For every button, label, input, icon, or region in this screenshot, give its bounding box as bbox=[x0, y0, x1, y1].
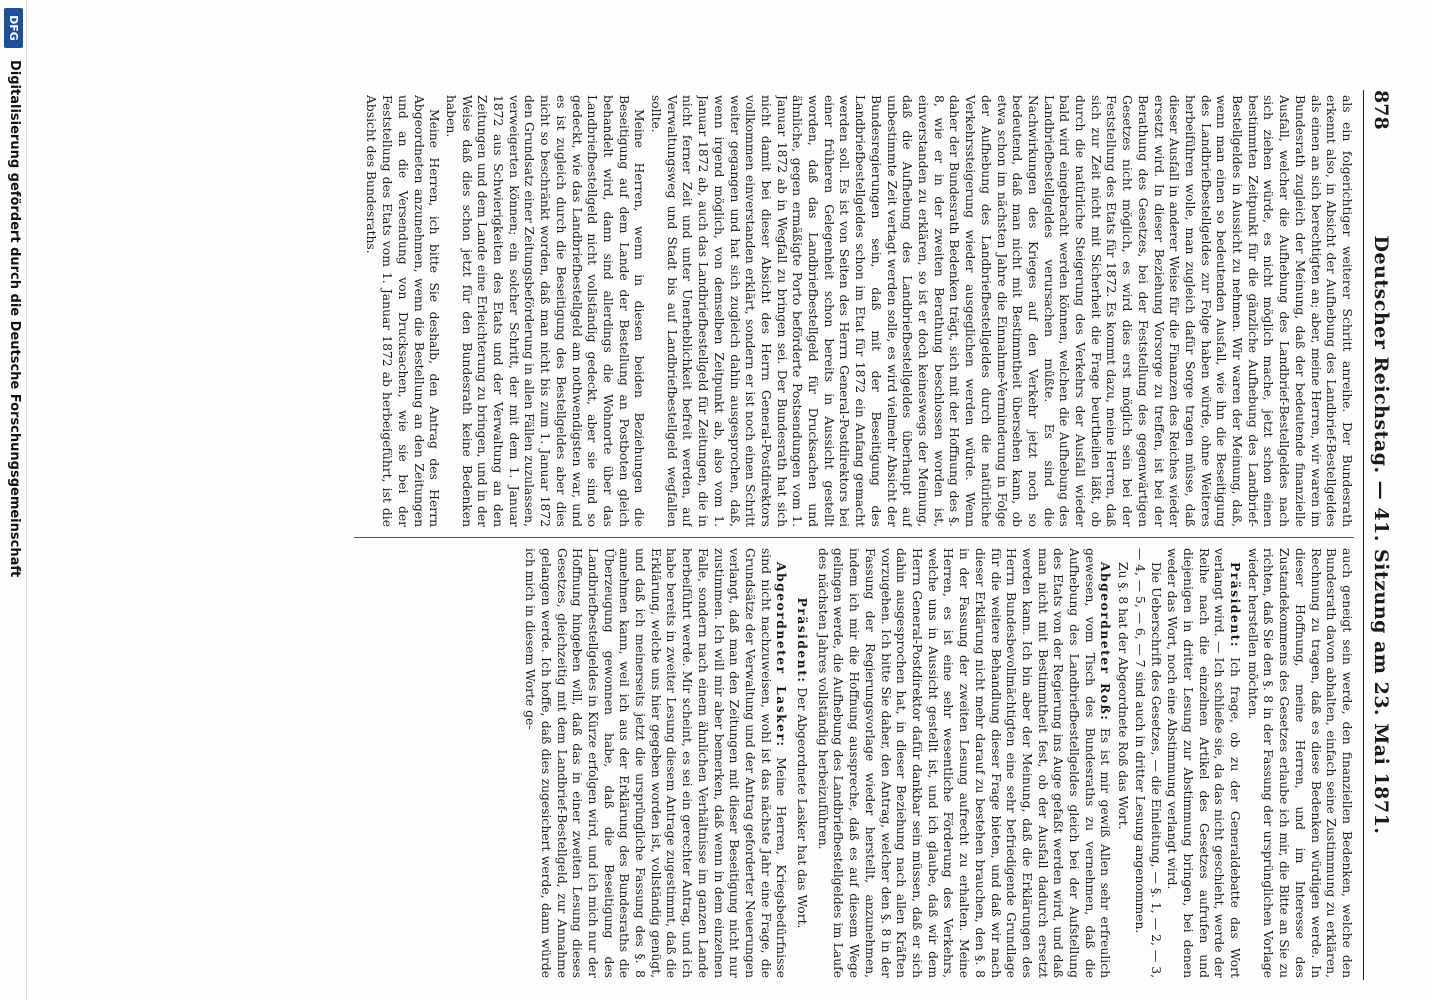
speaker-label: Abgeordneter Lasker: bbox=[774, 562, 790, 748]
left-column bbox=[354, 95, 1354, 527]
page-title: Deutscher Reichstag. — 41. Sitzung am 23. Mai 1871. bbox=[1370, 235, 1392, 835]
page-header bbox=[1363, 90, 1394, 980]
page-number: 878 bbox=[1370, 90, 1392, 130]
paragraph: Meine Herren, ich bitte Sie deshalb, den Antrag des Herrn Abgeordneten anzunehmen, wenn die Bestellung an den Zeitungen und an die Versendung von Drucksachen, wie sie bei der Feststellung des Etats vom 1. Januar 1872 ab herbeigeführt, ist die Absicht des Bundesraths. bbox=[364, 95, 442, 527]
paragraph: Zu §. 8 hat der Abgeordnete Roß das Wort. bbox=[1116, 562, 1131, 830]
speech-text: Ich frage, ob zu der Generaldebatte das Wort verlangt wird. — Ich schließe sie, da das nicht geschieht, werde der Reihe nach die einzelnen Artikel des Gesetzes aufrufen und diejenigen in dritter Lesung zur Abstimmung bringen, bei denen weder das Wort, noch eine Abstimmung verlangt wird. bbox=[1165, 548, 1243, 978]
speaker-label: Abgeordneter Roß: bbox=[1098, 562, 1114, 722]
speech-text: Es ist mir gewiß Allen sehr erfreulich gewesen, vom Tisch des Bundesraths zu vernehmen, daß die Aufhebung des Landbriefbestellgeldes gleich bei der Aufstellung des Etats von der Regierung ins Auge gefaßt werden wird, und daß man nicht mit Bestimmtheit fest, ob der Ausfall dadurch ersetzt werden kann. Ich bin aber der Meinung, daß die Erklärungen des Herrn Bundesbevollmächtigten eine sehr befriedigende Grundlage für die weitere Behandlung dieser Frage bieten, und daß wir nach dieser Erklärung nicht mehr darauf zu bestehen brauchen, den §. 8 in der Fassung der zweiten Lesung aufrecht zu erhalten. Meine Herren, es ist eine sehr wesentliche Förderung des Verkehrs, welche uns in Aussicht gestellt ist, und ich glaube, daß wir dem Herrn General-Postdirektor dafür dankbar sein müssen, daß er sich dahin ausgesprochen hat, in dieser Beziehung nach allen Kräften vorzugehen. Ich bitte Sie daher, den Antrag, welcher den §. 8 in der Fassung der Regierungsvorlage wieder herstellt, anzunehmen, indem ich mir die Hoffnung ausspreche, daß es auf diesem Wege gelingen werde, die Aufhebung des Landbriefbestellgeldes im Laufe des nächsten Jahres vollständig herbeizuführen. bbox=[815, 548, 1113, 978]
speech-president-1 bbox=[1164, 548, 1244, 978]
right-column bbox=[354, 548, 1354, 978]
speaker-label: Präsident: bbox=[1228, 562, 1244, 648]
paragraph: als ein folgerichtiger weiterer Schritt anreihe. Der Bundesrath erkennt also, in Absicht der Aufhebung des Landbrief-Bestellgeldes als einen an sich berechtigten an; aber, meine Herren, wir waren im Bundesrath zugleich der Meinung, daß der bedeutende finanzielle Ausfall, welcher die Aufhebung des Landbrief-Bestellgeldes nach sich ziehen würde, es nicht möglich mache, jetzt schon einen bestimmten Zeitpunkt für die gänzliche Aufhebung des Landbrief-Bestellgeldes in Aussicht zu nehmen. Wir waren der Meinung, daß, wenn man einen so bedeutenden Ausfall, wie ihn die Beseitigung des Landbriefbestellgeldes zur Folge haben würde, ohne Weiteres herbeiführen wolle, man zugleich dafür Sorge tragen müsse, daß dieser Ausfall in anderer Weise für die Finanzen des Reiches wieder ersetzt wird. In dieser Beziehung Vorsorge zu treffen, ist bei der Berathung des Gesetzes, bei der Feststellung des gegenwärtigen Gesetzes nicht möglich, es wird dies erst möglich sein bei der Feststellung des Etats für 1872. Es kommt dazu, meine Herren, daß sich zur Zeit nicht mit Sicherheit die Frage beurtheilen läßt, ob durch die natürliche Steigerung des Verkehrs der Ausfall wieder bald wird eingebracht werden können, welchen die Aufhebung des Landbriefbestellgeldes verursachen müßte. Es sind die Nachwirkungen des Krieges auf den Verkehr jetzt noch so bedeutend, daß man nicht mit Bestimmtheit übersehen kann, ob etwa schon im nächsten Jahre die Einnahme-Verminderung in Folge der Aufhebung des Landbriefbestellgeldes durch die natürliche Verkehrssteigerung wieder ausgeglichen werden würde. Wenn daher der Bundesrath Bedenken trägt, sich mit der Hoffnung des §. 8, wie er in der zweiten Berathung beschlossen worden ist, einverstanden zu erklären, so ist er doch keineswegs der Meinung, daß die Aufhebung des Landbriefbestellgeldes überhaupt auf unbestimmte Zeit vertagt werden solle, es wird vielmehr Absicht der Bundesregierungen sein, daß mit der Beseitigung des Landbriefbestellgeldes schon im Etat für 1872 ein Anfang gemacht werden soll. Es ist von Seiten des Herrn General-Postdirektors bei einer früheren Gelegenheit schon bereits in Aussicht gestellt worden, daß das Landbriefbestellgeld für Drucksachen und ähnliche, gegen ermäßigte Porto beförderte Postsendungen vom 1. Januar 1872 ab in Wegfall zu bringen sei. Der Bundesrath hat sich nicht damit bei dieser Absicht des Herrn General-Postdirektors vollkommen einverstanden erklärt, sondern er ist noch einen Schritt weiter gegangen und hat sich zugleich dahin ausgesprochen, daß, wenn irgend möglich, von demselben Zeitpunkt ab, also vom 1. Januar 1872 ab, auch das Landbriefbestellgeld für Zeitungen, die in nicht ferner Zeit und unter Unerheblichkeit befreit werden, auf Verwaltungsweg und Stadt bis auf Landbriefbestellgeld wegfallen sollte. bbox=[649, 95, 1354, 527]
paragraph: Die Ueberschrift des Gesetzes, — die Einleitung, — §. 1, — 2, — 3, — 4, — 5, — 6, — 7 sind auch in dritter Lesung angenommen. bbox=[1132, 548, 1163, 978]
speech-lasker bbox=[521, 548, 789, 978]
speaker-label: Präsident: bbox=[795, 597, 811, 684]
column-divider bbox=[354, 537, 1354, 538]
paragraph: Meine Herren, wenn in diesen beiden Beziehungen die Beseitigung auf dem Lande der Bestellung an Postboten gleich behandelt wird, dann sind allerdings die Wohnorte über das Landbriefbestellgeld nicht vollständig gedeckt, aber sie sind so gedeckt, wie das Landbriefbestellgeld am nothwendigsten war, und es ist zugleich durch die Beseitigung des Bestellgeldes aber dies nicht so beschränkt worden, daß man nicht bis zum 1. Januar 1872 den Grundsatz einer Zeitungsbeförderung in allen Fällen zuzulassen, verweigerten können; ein solcher Schritt, der mit dem 1. Januar 1872 aus Schwierigkeiten des Etats und der Verwaltung an den Zeitungen und dem Lande eine Erleichterung zu bringen, und in der Weise daß dies schon jetzt für den Bundesrath keine Bedenken haben. bbox=[443, 95, 647, 527]
speech-text: Der Abgeordnete Lasker hat das Wort. bbox=[795, 687, 810, 929]
footer-credit: Digitalisierung gefördert durch die Deutsche Forschungsgemeinschaft bbox=[7, 60, 22, 578]
paragraph: auch geneigt sein werde, den finanziellen Bedenken, welche den Bundesrath davon abhalten, einfach seine Zustimmung zu erklären, Rechnung zu tragen, daß es diese Bedenken würdigen werde. In dieser Hoffnung, meine Herren, und im Interesse des Zustandekommens des Gesetzes erlaube ich mir, die Bitte an Sie zu richten, daß Sie den §. 8 in der Fassung der ursprünglichen Vorlage wieder herstellen möchten. bbox=[1245, 548, 1354, 978]
dfg-logo-icon: DFG bbox=[4, 8, 23, 48]
digitization-footer bbox=[0, 0, 27, 1000]
speech-ross bbox=[814, 548, 1113, 978]
speech-text: Meine Herren, Kriegsbedürfnisse sind nicht nachzuweisen, wohl ist das nächste Jahr eine Frage, die Grundsätze der Verwaltung und der Antrag geforderter Neuerungen verlangt, daß man den Zeitungen mit dieser Beseitigung nicht nur zustimmen. Ich will mir aber bemerken, daß wenn in dem einzelnen Falle, sondern nach einem ähnlichen Verhältnisse im ganzen Lande herbeiführt werde. Mir scheint, es sei ein gerechter Antrag, und ich habe bereits in zweiter Lesung diesem Antrage zugestimmt, daß die Erklärung, welche uns hier gegeben worden ist, vollständig genügt, und daß ich meinerseits jetzt die ursprüngliche Fassung des §. 8 annehmen kann, weil ich aus der Erklärung des Bundesraths die Überzeugung gewonnen habe, daß die Beseitigung des Landbriefbestellgeldes in Kürze erfolgen wird, und ich mich nur der Hoffnung hingeben will, daß das in einer zweiten Lesung dieses Gesetzes, gleichzeitig mit dem Landbrief-Bestellgeld, zur Annahme gelangen werde. Ich hoffe, daß dies zugesichert werde, dann würde ich mich in diesem Worte ge- bbox=[523, 548, 789, 978]
speech-president-2 bbox=[793, 548, 810, 978]
